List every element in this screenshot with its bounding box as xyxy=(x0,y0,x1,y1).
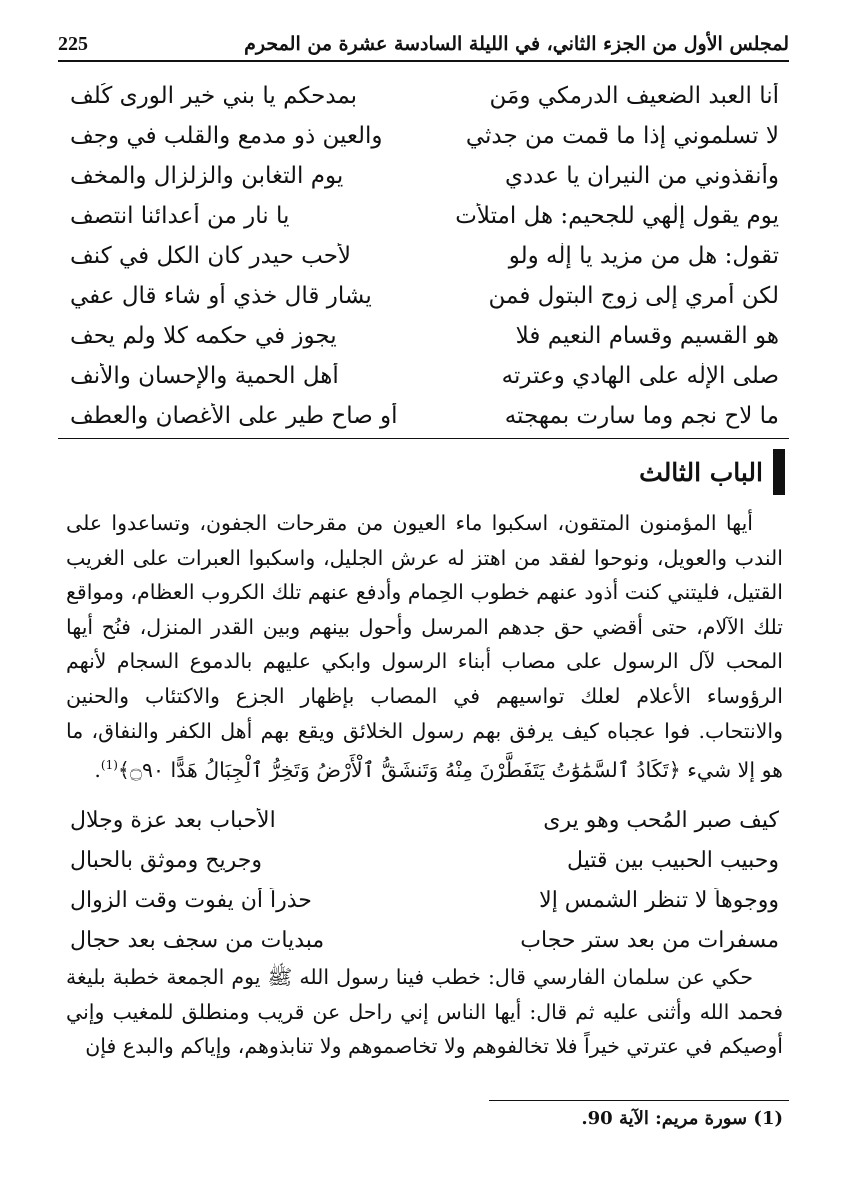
poem-block-2 xyxy=(70,800,779,960)
verse-first-hemistich: تقول: هل من مزيد يا إلٰه ولو xyxy=(508,243,779,269)
verse-row xyxy=(70,156,779,196)
verse-row xyxy=(70,840,779,880)
verse-first-hemistich: أنا العبد الضعيف الدرمكي ومَن xyxy=(489,83,779,109)
verse-first-hemistich: وأنقذوني من النيران يا عددي xyxy=(504,163,779,189)
verse-row xyxy=(70,276,779,316)
verse-first-hemistich: صلى الإلٰه على الهادي وعترته xyxy=(501,363,779,389)
paragraph-mourning xyxy=(66,506,783,788)
verse-first-hemistich: ووجوهاً لا تنظر الشمس إلا xyxy=(539,887,779,913)
paragraph-body: أيها المؤمنون المتقون، اسكبوا ماء العيون من مقرحات الجفون، وتساعدوا على الندب والعويل، ونوحوا لفقد من اهتز له عرش الجليل، واسكبوا العبرات على الغريب القتيل، فليتني كنت أذود عنهم خطوب الحِمام وأدفع عنهم تلك الكروب العظام، ومواقع تلك الآلام، حتى أقضي حق جدهم المرسل وأحول بينهم وبين القدر المنزل، فنُح أيها المحب لآل الرسول على مصاب أبناء الرسول وابكي عليهم بالدموع السجام لأنهم الرؤوساء الأعلام لعلك تواسيهم في المصاب بإظهار الجزع والاكتئاب والحنين والانتحاب. فوا عجباه كيف يرفق بهم رسول الخلائق ويقع بهم أهل الكفر والنفاق، ما هو إلا شيء xyxy=(66,511,783,782)
verse-first-hemistich: ما لاح نجم وما سارت بمهجته xyxy=(504,403,779,429)
verse-first-hemistich: مسفرات من بعد ستر حجاب xyxy=(520,927,779,953)
verse-first-hemistich: هو القسيم وقسام النعيم فلا xyxy=(515,323,779,349)
verse-second-hemistich: يشار قال خذي أو شاء قال عفي xyxy=(70,283,372,309)
verse-second-hemistich: أهل الحمية والإحسان والأنف xyxy=(70,363,339,389)
verse-first-hemistich: لكن أمري إلى زوج البتول فمن xyxy=(488,283,779,309)
verse-second-hemistich: حذراً أن يفوت وقت الزوال xyxy=(70,887,312,913)
verse-row xyxy=(70,76,779,116)
verse-row xyxy=(70,800,779,840)
verse-row xyxy=(70,880,779,920)
verse-second-hemistich: والعين ذو مدمع والقلب في وجف xyxy=(70,123,383,149)
quran-verse: ﴿تَكَادُ ٱلسَّمَٰوَٰتُ يَتَفَطَّرْنَ مِنْهُ وَتَنشَقُّ ٱلْأَرْضُ وَتَخِرُّ ٱلْجِبَالُ هَدًّا ۝٩٠﴾ xyxy=(117,757,681,782)
verse-first-hemistich: وحبيب الحبيب بين قتيل xyxy=(567,847,779,873)
page-number: 225 xyxy=(58,32,88,55)
verse-row xyxy=(70,196,779,236)
verse-second-hemistich: مبديات من سجف بعد حجال xyxy=(70,927,325,953)
verse-second-hemistich: يجوز في حكمه كلا ولم يحف xyxy=(70,323,337,349)
footnote: (1) سورة مريم: الآية 90. xyxy=(581,1108,783,1129)
verse-second-hemistich: يوم التغابن والزلزال والمخف xyxy=(70,163,344,189)
paragraph-text xyxy=(66,506,783,788)
section-title: الباب الثالث xyxy=(639,457,763,487)
verse-second-hemistich: يا نار من أعدائنا انتصف xyxy=(70,203,290,229)
heading-marker-bar xyxy=(773,449,785,495)
verse-row xyxy=(70,116,779,156)
verse-second-hemistich: أو صاح طير على الأغصان والعطف xyxy=(70,403,398,429)
verse-second-hemistich: لأحب حيدر كان الكل في كنف xyxy=(70,243,352,269)
section-divider xyxy=(58,438,789,439)
verse-first-hemistich: يوم يقول إلٰهي للجحيم: هل امتلأت xyxy=(455,203,779,229)
poem-block-1 xyxy=(70,76,779,436)
paragraph-text: حكي عن سلمان الفارسي قال: خطب فينا رسول الله ﷺ يوم الجمعة خطبة بليغة فحمد الله وأثنى عليه ثم قال: أيها الناس إني راحل عن قريب ومنطلق للمغيب وإني أوصيكم في عترتي خيراً فلا تخالفوهم ولا تخاصموهم ولا تنابذوهم، وإياكم والبدع فإن xyxy=(66,965,783,1059)
paragraph-salman-hadith xyxy=(66,960,783,1064)
verse-row xyxy=(70,356,779,396)
verse-first-hemistich: لا تسلموني إذا ما قمت من جدثي xyxy=(465,123,779,149)
verse-row xyxy=(70,920,779,960)
verse-second-hemistich: الأحباب بعد عزة وجلال xyxy=(70,807,276,833)
verse-second-hemistich: وجريح وموثق بالحبال xyxy=(70,847,262,873)
paragraph-end-mark: . xyxy=(94,757,101,782)
verse-first-hemistich: كيف صبر المُحب وهو يرى xyxy=(543,807,779,833)
verse-row xyxy=(70,396,779,436)
running-header xyxy=(58,28,789,62)
section-heading xyxy=(639,449,785,495)
footnote-reference: (1) xyxy=(100,758,118,773)
verse-second-hemistich: بمدحكم يا بني خير الورى كُلف xyxy=(70,83,358,109)
footnote-divider xyxy=(489,1100,789,1101)
verse-row xyxy=(70,236,779,276)
verse-row xyxy=(70,316,779,356)
running-title: لمجلس الأول من الجزء الثاني، في الليلة السادسة عشرة من المحرم xyxy=(244,33,789,55)
